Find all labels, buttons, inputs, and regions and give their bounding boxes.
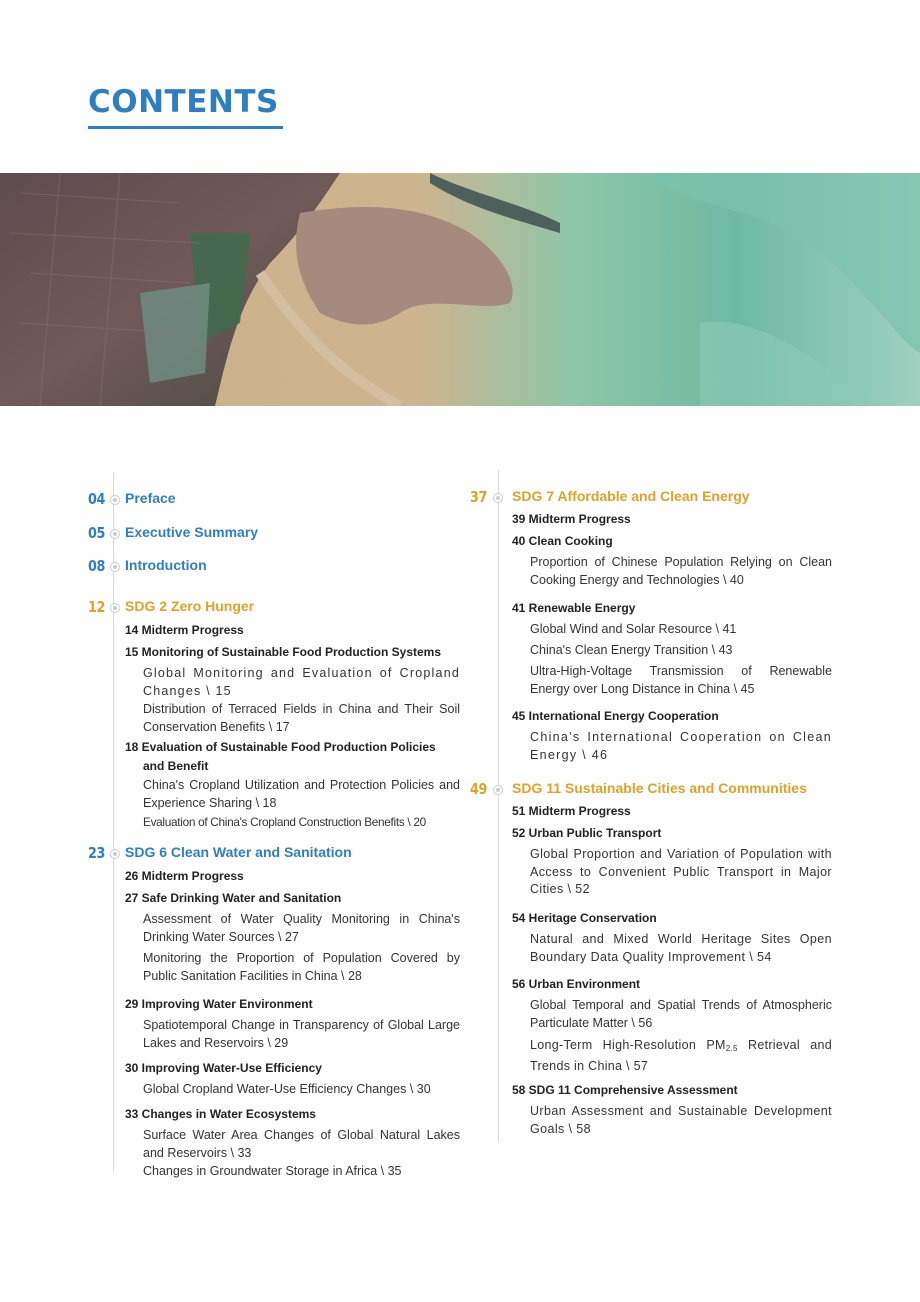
toc-item-continuation: and Benefit xyxy=(143,759,209,773)
toc-item[interactable]: 15 Monitoring of Sustainable Food Production Systems xyxy=(125,645,442,659)
toc-subitem[interactable]: Global Temporal and Spatial Trends of Atmospheric Particulate Matter \ 56 xyxy=(530,998,832,1030)
toc-subitem[interactable]: China's International Cooperation on Clean Energy \ 46 xyxy=(530,730,832,762)
section-title: Preface xyxy=(125,490,176,506)
section-title[interactable]: SDG 11 Sustainable Cities and Communities xyxy=(512,780,807,796)
page-number: 23 xyxy=(88,844,105,862)
toc-subitem[interactable]: Monitoring the Proportion of Population Covered by Public Sanitation Facilities in China \ 28 xyxy=(143,951,460,983)
toc-item[interactable]: 26 Midterm Progress xyxy=(125,869,244,883)
toc-subitem[interactable]: Global Proportion and Variation of Population with Access to Convenient Public Transport in Major Cities \ 52 xyxy=(530,847,832,896)
bullet-dot-icon xyxy=(110,603,120,613)
toc-item[interactable]: 18 Evaluation of Sustainable Food Production Policies xyxy=(125,740,436,754)
toc-item[interactable]: 27 Safe Drinking Water and Sanitation xyxy=(125,891,342,905)
subscript: 2.5 xyxy=(725,1044,738,1053)
bullet-dot-icon xyxy=(110,562,120,572)
satellite-banner-image xyxy=(0,173,920,406)
toc-item[interactable]: 29 Improving Water Environment xyxy=(125,997,313,1011)
bullet-dot-icon xyxy=(493,493,503,503)
left-column-divider xyxy=(113,472,114,1172)
toc-item[interactable]: 56 Urban Environment xyxy=(512,977,641,991)
page-number: 49 xyxy=(470,780,487,798)
section-title: Introduction xyxy=(125,557,207,573)
toc-subitem[interactable]: Surface Water Area Changes of Global Natural Lakes and Reservoirs \ 33 xyxy=(143,1128,460,1160)
bullet-dot-icon xyxy=(110,529,120,539)
toc-subitem[interactable] xyxy=(530,1037,832,1075)
toc-item[interactable]: 58 SDG 11 Comprehensive Assessment xyxy=(512,1083,738,1097)
toc-subitem[interactable]: Global Cropland Water-Use Efficiency Changes \ 30 xyxy=(143,1082,431,1096)
page-number: 04 xyxy=(88,490,105,508)
page-number: 12 xyxy=(88,598,105,616)
toc-subitem[interactable]: Global Monitoring and Evaluation of Cropland Changes \ 15 xyxy=(143,666,460,698)
page-title: CONTENTS xyxy=(88,84,279,120)
toc-subitem[interactable]: Proportion of Chinese Population Relying on Clean Cooking Energy and Technologies \ 40 xyxy=(530,555,832,587)
toc-subitem[interactable]: Global Wind and Solar Resource \ 41 xyxy=(530,622,737,636)
page-number: 08 xyxy=(88,557,105,575)
toc-subitem[interactable]: Urban Assessment and Sustainable Development Goals \ 58 xyxy=(530,1104,832,1136)
toc-item[interactable]: 14 Midterm Progress xyxy=(125,623,244,637)
toc-subitem[interactable]: Spatiotemporal Change in Transparency of Global Large Lakes and Reservoirs \ 29 xyxy=(143,1018,460,1050)
toc-item[interactable]: 33 Changes in Water Ecosystems xyxy=(125,1107,316,1121)
bullet-dot-icon xyxy=(110,849,120,859)
page-number: 37 xyxy=(470,488,487,506)
toc-item[interactable]: 51 Midterm Progress xyxy=(512,804,631,818)
toc-item[interactable]: 45 International Energy Cooperation xyxy=(512,709,719,723)
toc-item[interactable]: 39 Midterm Progress xyxy=(512,512,631,526)
page-number: 05 xyxy=(88,524,105,542)
toc-subitem[interactable]: Evaluation of China's Cropland Construction Benefits \ 20 xyxy=(143,815,426,829)
bullet-dot-icon xyxy=(110,495,120,505)
section-title: Executive Summary xyxy=(125,524,259,540)
toc-item[interactable]: 52 Urban Public Transport xyxy=(512,826,662,840)
bullet-dot-icon xyxy=(493,785,503,795)
right-column-divider xyxy=(498,470,499,1142)
toc-item[interactable]: 41 Renewable Energy xyxy=(512,601,636,615)
toc-subitem[interactable]: China's Cropland Utilization and Protection Policies and Experience Sharing \ 18 xyxy=(143,778,460,810)
toc-subitem[interactable]: China's Clean Energy Transition \ 43 xyxy=(530,643,733,657)
subitem-text: Long-Term High-Resolution PM xyxy=(530,1038,726,1052)
toc-subitem[interactable]: Ultra-High-Voltage Transmission of Renewable Energy over Long Distance in China \ 45 xyxy=(530,664,832,696)
section-title[interactable]: SDG 6 Clean Water and Sanitation xyxy=(125,844,352,860)
toc-subitem[interactable]: Changes in Groundwater Storage in Africa \ 35 xyxy=(143,1164,402,1178)
toc-item[interactable]: 54 Heritage Conservation xyxy=(512,911,657,925)
section-title[interactable]: SDG 7 Affordable and Clean Energy xyxy=(512,488,750,504)
subitem-text: Retrieval and Trends in China \ 57 xyxy=(530,1038,833,1073)
toc-subitem[interactable]: Assessment of Water Quality Monitoring in China's Drinking Water Sources \ 27 xyxy=(143,912,460,944)
toc-subitem[interactable]: Natural and Mixed World Heritage Sites Open Boundary Data Quality Improvement \ 54 xyxy=(530,932,832,964)
title-underline xyxy=(88,126,283,129)
toc-item[interactable]: 40 Clean Cooking xyxy=(512,534,613,548)
toc-subitem[interactable]: Distribution of Terraced Fields in China and Their Soil Conservation Benefits \ 17 xyxy=(143,702,460,734)
section-title[interactable]: SDG 2 Zero Hunger xyxy=(125,598,255,614)
toc-item[interactable]: 30 Improving Water-Use Efficiency xyxy=(125,1061,322,1075)
